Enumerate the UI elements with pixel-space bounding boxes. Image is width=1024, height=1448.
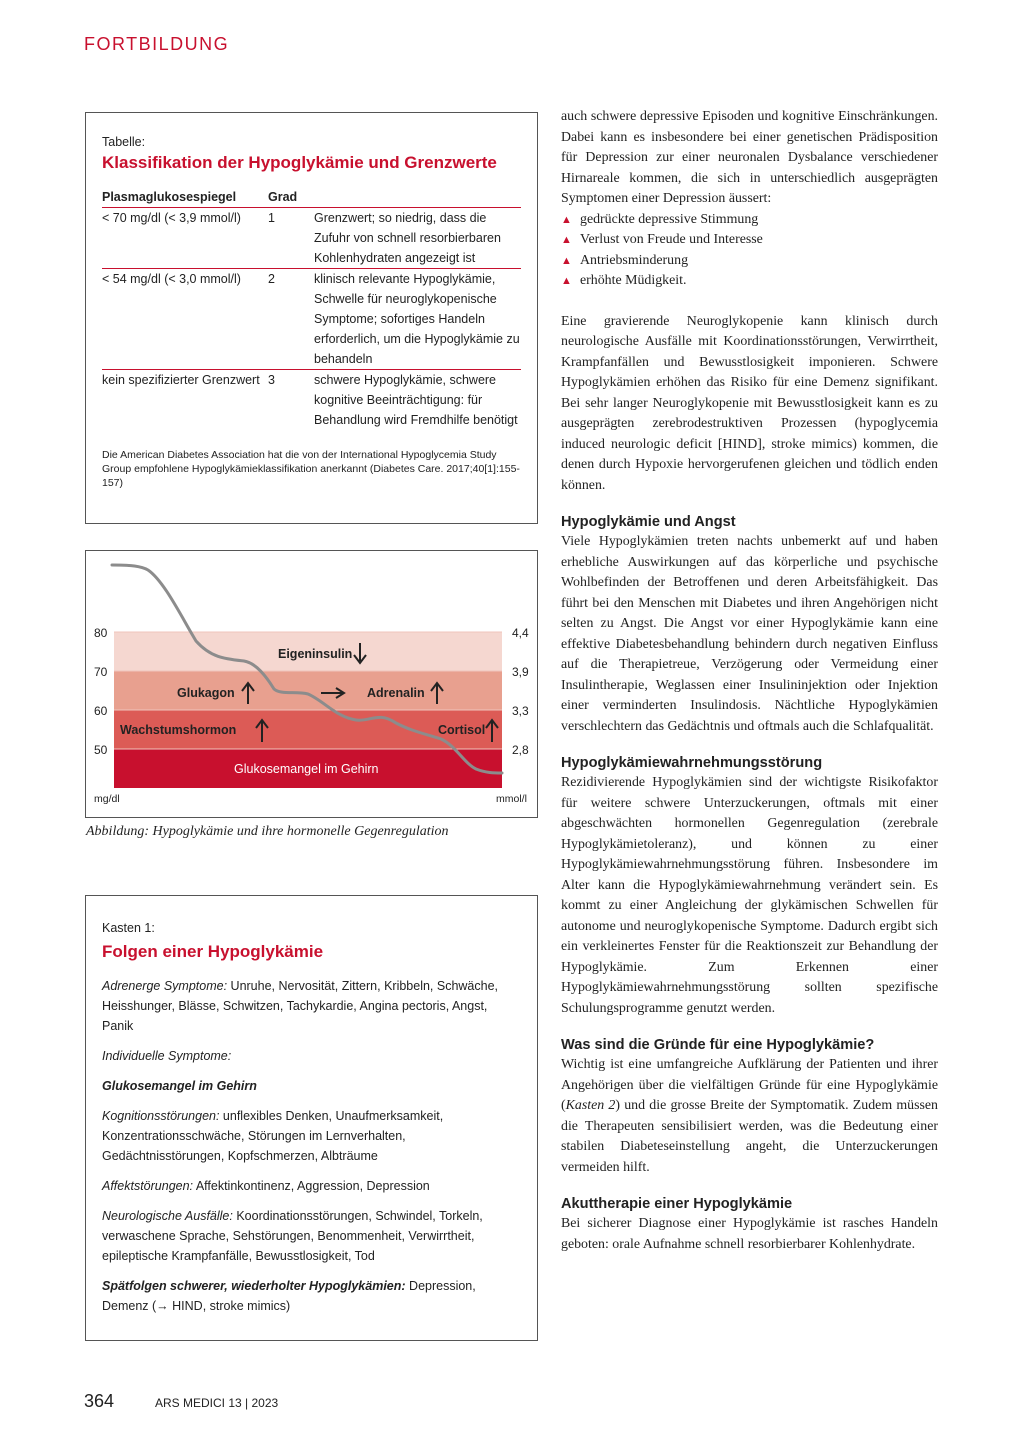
kasten-neuro	[102, 1206, 521, 1266]
figure-caption: Abbildung: Hypoglykämie und ihre hormonelle Gegenregulation	[86, 824, 449, 839]
label-wachstumshormon: Wachstumshormon	[120, 723, 237, 737]
hypoglycemia-chart-box	[85, 550, 538, 818]
heading-angst: Hypoglykämie und Angst	[561, 514, 736, 530]
right-tick-44: 4,4	[512, 626, 529, 640]
left-tick-70: 70	[94, 665, 108, 679]
table-header-grade: Grad	[268, 187, 314, 208]
table-cell-desc: Grenzwert; so niedrig, dass die Zufuhr von schnell resorbierbaren Kohlenhydraten angezeigt ist	[314, 208, 521, 269]
kasten-glukosemangel: Glukosemangel im Gehirn	[102, 1079, 257, 1093]
classification-table	[102, 187, 521, 430]
list-item	[561, 210, 938, 231]
classification-table-box	[85, 112, 538, 524]
kasten-individuell: Individuelle Symptome:	[102, 1049, 232, 1063]
right-tick-28: 2,8	[512, 743, 529, 757]
paragraph-angst: Viele Hypoglykämien treten nachts unbemerkt auf und haben erhebliche Auswirkungen auf das körperliche und psychische Wohlbefinden der Betroffenen und deren Arbeitsfähigkeit. Das führt bei den Menschen mit Diabetes und ihren Angehörigen nicht selten zu Angst. Die Angst vor einer Hypoglykämie kann eine effektive Diabetesbehandlung behindern durch negativen Einfluss auf die Therapietreue, Verzögerung oder Vermeidung einer Insulintherapie, Weglassen einer Insulininjektion oder Injektion einer verminderten Insulindosis. Nächtliche Hypoglykämien verschlechtern das Gedächtnis und oftmals auch die Schlafqualität.	[561, 534, 938, 734]
paragraph-akut: Bei sicherer Diagnose einer Hypoglykämie ist rasches Handeln geboten: orale Aufnahme schnell resorbierbarer Kohlenhydrate.	[561, 1216, 938, 1252]
label-adrenalin: Adrenalin	[367, 686, 425, 700]
affekt-text: Affektinkontinenz, Aggression, Depression	[193, 1179, 430, 1193]
right-tick-33: 3,3	[512, 704, 529, 718]
table-title: Klassifikation der Hypoglykämie und Grenzwerte	[102, 153, 497, 172]
kasten-box	[85, 895, 538, 1341]
kasten-kicker: Kasten 1:	[102, 921, 155, 935]
table-row	[102, 269, 521, 370]
table-cell-desc: klinisch relevante Hypoglykämie, Schwelle für neuroglykopenische Symptome; sofortiges Handeln erforderlich, um die Hypoglykämie zu behandeln	[314, 269, 521, 370]
journal-info: ARS MEDICI 13 | 2023	[155, 1396, 279, 1410]
table-cell-level: < 54 mg/dl (< 3,0 mmol/l)	[102, 269, 268, 370]
left-tick-80: 80	[94, 626, 108, 640]
paragraph-wahrnehmung: Rezidivierende Hypoglykämien sind der wichtigste Risikofaktor für weitere schwere Unterzuckerungen, oftmals mit einer abgeschwächten hormonellen Gegenregulation (zerebrale Hypoglykämietoleranz), und können zu einer Hypoglykämiewahrnehmungsstörung führen. Insbesondere im Alter kann die Hypoglykämiewahrnehmung verändert sein. Es kommt zu einer Angleichung der glykämischen Schwellen für autonome und neuroglykopenische Symptome. Dadurch ergibt sich ein verkleinertes Fenster für die Reaktionszeit zur Behandlung der Hypoglykämie. Zum Erkennen einer Hypoglykämiewahrnehmungsstörung sollten spezifische Schulungsprogramme genutzt werden.	[561, 775, 938, 1016]
spaet-label: Spätfolgen schwerer, wiederholter Hypoglykämien:	[102, 1279, 406, 1293]
chart-band-2	[114, 671, 502, 710]
table-cell-level: kein spezifizierter Grenzwert	[102, 373, 260, 387]
paragraph-depression: auch schwere depressive Episoden und kognitive Einschränkungen. Dabei kann es insbesondere bei einer genetischen Prädisposition für Depression zur einer neuronalen Dysbalance verschiedener Hirnareale kommen, die sich in unterschiedlich ausgeprägten Symptomen einer Depression äussert:	[561, 109, 938, 206]
table-header-level: Plasmaglukosespiegel	[102, 187, 268, 208]
heading-gruende: Was sind die Gründe für eine Hypoglykämie?	[561, 1037, 875, 1053]
table-cell-grade: 3	[268, 373, 275, 387]
adrenerg-text: Unruhe, Nervosität, Zittern, Kribbeln, Schwäche, Heisshunger, Blässe, Schwitzen, Tachykardie, Angina pectoris, Angst, Panik	[102, 979, 499, 1033]
page-number: 364	[84, 1391, 115, 1411]
list-item-text: erhöhte Müdigkeit.	[580, 273, 687, 288]
triangle-bullet-icon: ▲	[561, 275, 572, 287]
left-tick-60: 60	[94, 704, 108, 718]
list-item	[561, 230, 938, 251]
depression-symptom-list	[561, 210, 938, 292]
affekt-label: Affektstörungen:	[102, 1179, 194, 1193]
adrenerg-label: Adrenerge Symptome:	[102, 979, 228, 993]
table-kicker: Tabelle:	[102, 135, 146, 149]
label-eigeninsulin: Eigeninsulin	[278, 647, 353, 661]
neuro-text: Koordinationsstörungen, Schwindel, Torkeln, verwaschene Sprache, Sehstörungen, Benommenheit, Verwirrtheit, epileptische Krampfanfälle, Bewusstlosigkeit, Tod	[102, 1209, 483, 1263]
table-cell-desc: schwere Hypoglykämie, schwere kognitive Beeinträchtigung: für Behandlung wird Fremdhilfe benötigt	[314, 373, 518, 427]
table-cell-grade: 1	[268, 208, 314, 269]
table-header-empty	[314, 187, 521, 208]
table-cell-grade: 2	[268, 269, 314, 370]
list-item-text: Verlust von Freude und Interesse	[580, 232, 763, 247]
heading-akut: Akuttherapie einer Hypoglykämie	[561, 1196, 793, 1212]
counterregulation-chart	[86, 551, 537, 817]
list-item	[561, 251, 938, 272]
kasten-spaet	[102, 1276, 521, 1316]
gruende-text-a: Wichtig ist eine umfangreiche Aufklärung der Patienten und ihrer Angehörigen über die vielfältigen Gründe für eine Hypoglykämie (	[561, 1057, 938, 1113]
list-item-text: gedrückte depressive Stimmung	[580, 211, 759, 227]
right-unit: mmol/l	[496, 793, 527, 805]
gruende-text-b: ) und die grosse Breite der Symptomatik. Zudem müssen die Therapeuten sensibilisiert werden, was die Bedeutung einer stabilen Diabeteseinstellung angeht, die Unterzuckerungen vermeiden hilft.	[561, 1098, 938, 1175]
kasten-2-reference: Kasten 2	[565, 1098, 616, 1113]
neuro-label: Neurologische Ausfälle:	[102, 1209, 233, 1223]
kasten-adrenerg	[102, 976, 521, 1036]
paragraph-neuroglykopenie: Eine gravierende Neuroglykopenie kann klinisch durch neurologische Ausfälle mit Koordinationsstörungen, Verwirrtheit, Krampfanfällen und Bewusstlosigkeit imponieren. Schwere Hypoglykämien erhöhen das Risiko für eine Demenz signifikant. Bei sehr langer Neuroglykopenie mit Bewusstlosigkeit kann es zu ausgeprägten zerebrodestruktiven Prozessen (hypoglycemia induced neurologic deficit [HIND], stroke mimics) kommen, die denen durch Hypoxie hervorgerufenen gleichen und tödlich enden können.	[561, 313, 938, 493]
section-label: FORTBILDUNG	[84, 34, 230, 54]
kasten-title: Folgen einer Hypoglykämie	[102, 942, 324, 961]
kasten-affekt	[102, 1176, 521, 1196]
label-cortisol: Cortisol	[438, 723, 486, 737]
kasten-kognition	[102, 1106, 521, 1166]
label-glukagon: Glukagon	[177, 686, 235, 700]
kognition-text: unflexibles Denken, Unaufmerksamkeit, Konzentrationsschwäche, Störungen im Lernverhalten, Gedächtnisstörungen, Kopfschmerzen, Albträume	[102, 1109, 444, 1163]
right-column	[561, 107, 938, 1255]
table-row	[102, 208, 521, 269]
table-cell-level: < 70 mg/dl (< 3,9 mmol/l)	[102, 208, 268, 269]
list-item-text: Antriebsminderung	[580, 252, 689, 268]
triangle-bullet-icon: ▲	[561, 213, 572, 226]
table-note: Die American Diabetes Association hat die von der International Hypoglycemia Study Group empfohlene Hypoglykämieklassifikation anerkannt (Diabetes Care. 2017;40[1]:155-157)	[102, 449, 520, 489]
label-glukosemangel: Glukosemangel im Gehirn	[234, 762, 379, 776]
left-tick-50: 50	[94, 743, 108, 757]
left-unit: mg/dl	[94, 793, 120, 805]
triangle-bullet-icon: ▲	[561, 234, 572, 246]
table-row	[102, 370, 521, 431]
right-tick-39: 3,9	[512, 665, 529, 679]
list-item	[561, 271, 938, 292]
spaet-text: Depression, Demenz (→ HIND, stroke mimics)	[102, 1279, 476, 1313]
heading-wahrnehmung: Hypoglykämiewahrnehmungsstörung	[561, 755, 823, 771]
triangle-bullet-icon: ▲	[561, 254, 572, 267]
kognition-label: Kognitionsstörungen:	[102, 1109, 220, 1123]
paragraph-gruende	[561, 1055, 938, 1178]
